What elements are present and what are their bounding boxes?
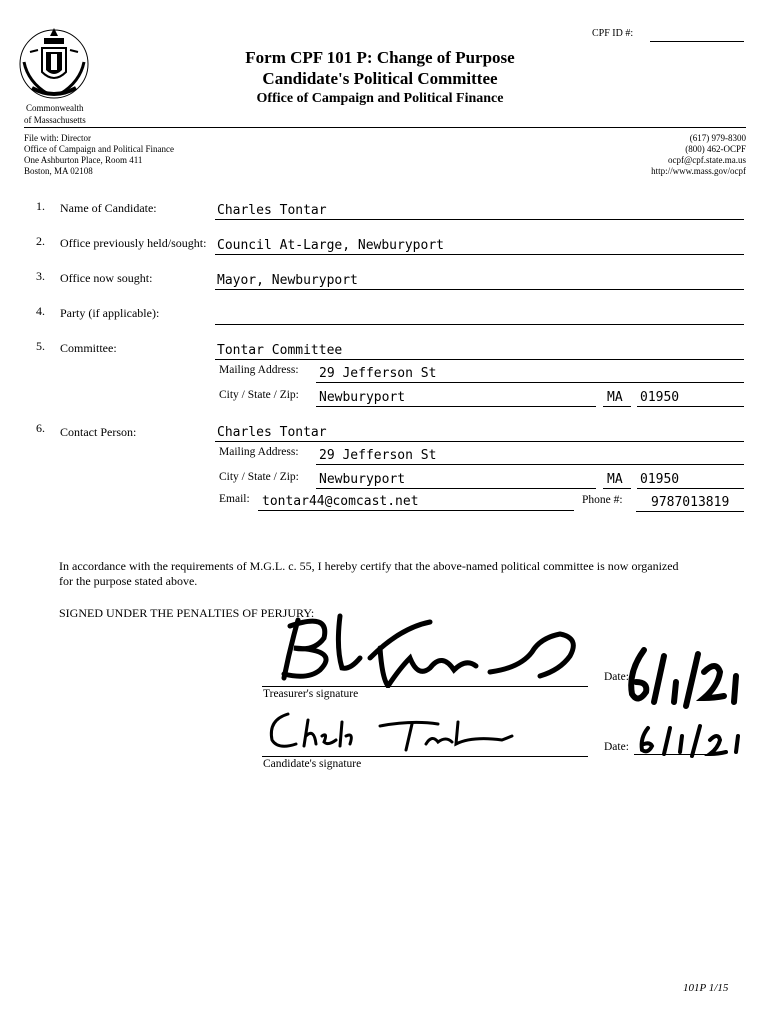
committee-address-field <box>316 382 744 383</box>
seal-icon <box>18 22 90 102</box>
candidate-name-field <box>215 219 744 220</box>
committee-zip-field <box>637 406 744 407</box>
committee-city-label: City / State / Zip: <box>219 389 299 401</box>
now-office-field <box>215 289 744 290</box>
contact-address-value[interactable]: 29 Jefferson St <box>319 448 437 463</box>
committee-field <box>215 359 744 360</box>
committee-label: Committee: <box>60 341 117 355</box>
form-code: 101P 1/15 <box>683 982 729 994</box>
contact-city-label: City / State / Zip: <box>219 471 299 483</box>
contact-state-value[interactable]: MA <box>607 472 623 487</box>
contact-mailing-label: Mailing Address: <box>219 446 299 458</box>
committee-address-value[interactable]: 29 Jefferson St <box>319 366 437 381</box>
contact-web: http://www.mass.gov/ocpf <box>651 166 746 176</box>
item-number: 5. <box>36 339 45 353</box>
certification-text <box>59 559 749 589</box>
contact-person-label: Contact Person: <box>60 425 137 439</box>
seal-caption-2: of Massachusetts <box>24 115 86 125</box>
file-with-line: One Ashburton Place, Room 411 <box>24 155 143 165</box>
candidate-name-label: Name of Candidate: <box>60 201 157 215</box>
file-with-line: File with: Director <box>24 133 91 143</box>
committee-value[interactable]: Tontar Committee <box>217 343 343 358</box>
contact-state-field <box>603 488 631 489</box>
certification-line: In accordance with the requirements of M.G.L. c. 55, I hereby certify that the above-named political committee is now organized <box>59 559 679 573</box>
contact-email: ocpf@cpf.state.ma.us <box>667 155 746 165</box>
file-with-line: Boston, MA 02108 <box>24 166 93 176</box>
item-number: 4. <box>36 304 45 318</box>
treasurer-signature-label: Treasurer's signature <box>263 688 359 700</box>
form-subtitle: Candidate's Political Committee <box>262 69 498 88</box>
committee-mailing-label: Mailing Address: <box>219 364 299 376</box>
prev-office-label: Office previously held/sought: <box>60 236 207 250</box>
file-with-line: Office of Campaign and Political Finance <box>24 144 175 154</box>
treasurer-date-label: Date: <box>604 671 629 683</box>
committee-city-value[interactable]: Newburyport <box>319 390 406 405</box>
contact-city-value[interactable]: Newburyport <box>319 472 406 487</box>
cpf-id-label: CPF ID #: <box>592 28 634 39</box>
phone-2: (800) 462-OCPF <box>685 144 746 154</box>
treasurer-date-handwritten <box>624 642 744 712</box>
phone-field <box>636 511 744 512</box>
contact-block <box>651 133 746 177</box>
contact-city-field <box>316 488 596 489</box>
candidate-signature <box>262 706 522 758</box>
email-label: Email: <box>219 493 250 505</box>
email-value[interactable]: tontar44@comcast.net <box>262 494 419 509</box>
contact-zip-field <box>637 488 744 489</box>
contact-address-field <box>316 464 744 465</box>
party-label: Party (if applicable): <box>60 306 160 320</box>
committee-state-value[interactable]: MA <box>607 390 623 405</box>
candidate-date-handwritten <box>632 722 748 758</box>
form-title: Form CPF 101 P: Change of Purpose <box>245 48 515 67</box>
header-divider <box>24 127 746 128</box>
candidate-name-value[interactable]: Charles Tontar <box>217 203 327 218</box>
seal-caption-1: Commonwealth <box>26 103 84 113</box>
now-office-value[interactable]: Mayor, Newburyport <box>217 273 358 288</box>
candidate-date-label: Date: <box>604 741 629 753</box>
committee-state-field <box>603 406 631 407</box>
contact-person-value[interactable]: Charles Tontar <box>217 425 327 440</box>
prev-office-value[interactable]: Council At-Large, Newburyport <box>217 238 444 253</box>
contact-person-field <box>215 441 744 442</box>
item-number: 2. <box>36 234 45 248</box>
item-number: 6. <box>36 421 45 435</box>
candidate-signature-label: Candidate's signature <box>263 758 362 770</box>
party-field <box>215 324 744 325</box>
treasurer-signature <box>270 608 590 688</box>
file-with-block <box>24 133 174 177</box>
prev-office-field <box>215 254 744 255</box>
state-seal <box>18 22 90 102</box>
phone-1: (617) 979-8300 <box>689 133 746 143</box>
phone-label: Phone #: <box>582 494 623 506</box>
committee-zip-value[interactable]: 01950 <box>640 390 680 405</box>
now-office-label: Office now sought: <box>60 271 153 285</box>
contact-zip-value[interactable]: 01950 <box>640 472 680 487</box>
committee-city-field <box>316 406 596 407</box>
cpf-id-field[interactable] <box>650 41 744 42</box>
office-title: Office of Campaign and Political Finance <box>256 91 504 106</box>
phone-value[interactable]: 9787013819 <box>651 495 730 510</box>
item-number: 3. <box>36 269 45 283</box>
email-field <box>258 510 574 511</box>
signed-heading: SIGNED UNDER THE PENALTIES OF PERJURY: <box>59 606 315 620</box>
certification-line: for the purpose stated above. <box>59 574 198 588</box>
item-number: 1. <box>36 199 45 213</box>
